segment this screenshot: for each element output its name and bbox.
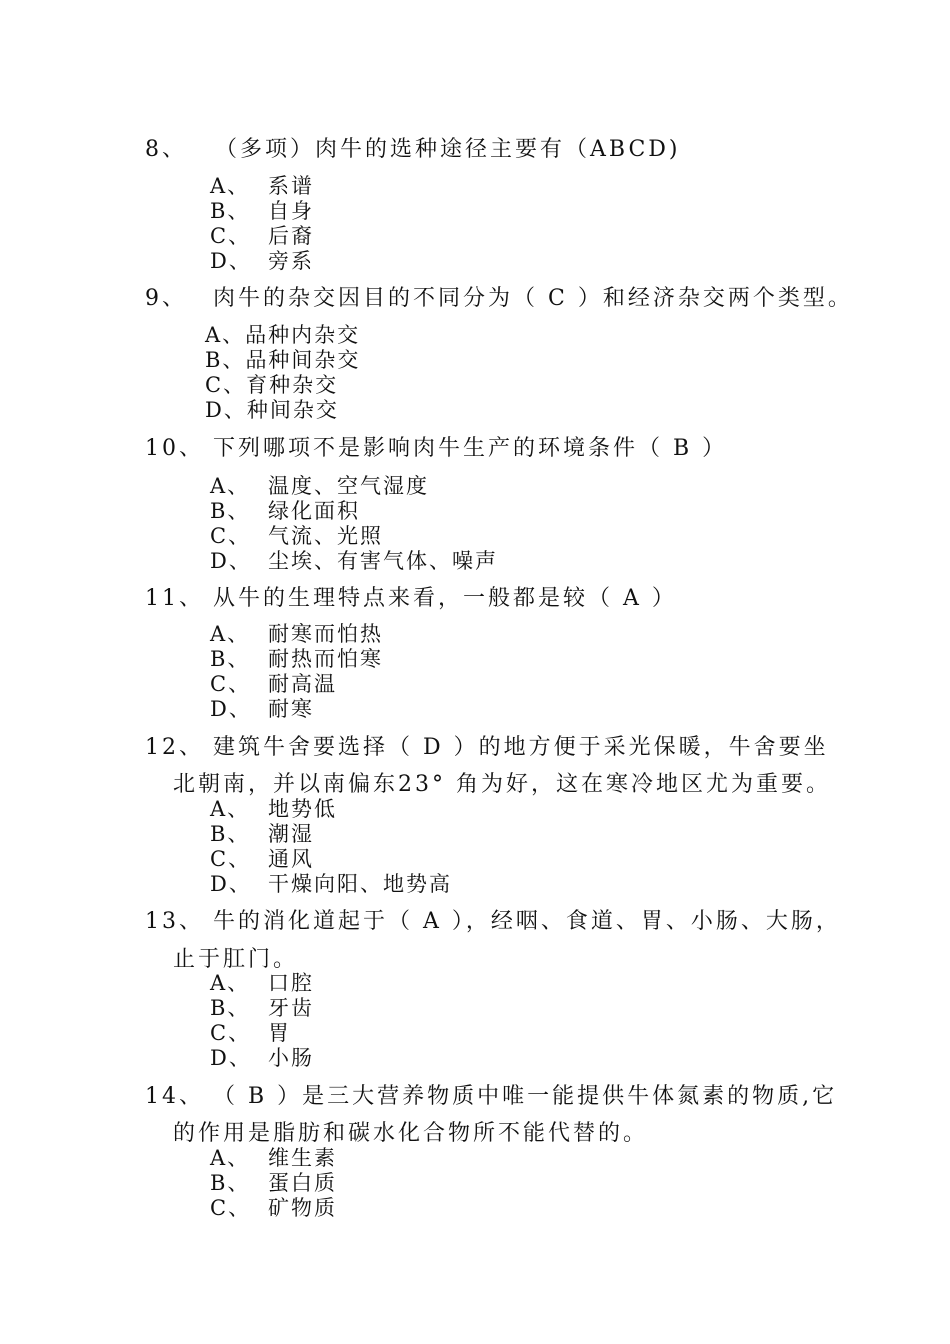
question-11 (145, 585, 677, 613)
option-a: A、 口腔 (210, 971, 314, 995)
option-b: B、品种间杂交 (205, 348, 361, 372)
question-text: （ B ）是三大营养物质中唯一能提供牛体氮素的物质,它 (213, 1084, 838, 1109)
option-c: C、 通风 (210, 847, 314, 871)
question-text: 牛的消化道起于（ A ），经咽、食道、胃、小肠、大肠， (213, 909, 841, 934)
option-a: A、 耐寒而怕热 (210, 622, 383, 646)
option-a: A、 系谱 (210, 174, 314, 198)
question-12 (145, 734, 829, 762)
option-d: D、 干燥向阳、地势高 (210, 872, 452, 896)
question-text: 下列哪项不是影响肉牛生产的环境条件（ B ） (213, 436, 728, 461)
question-number: 9、 (145, 286, 187, 311)
option-d: D、 尘埃、有害气体、噪声 (210, 549, 498, 573)
option-c: C、 矿物质 (210, 1196, 337, 1220)
question-10 (145, 435, 727, 463)
option-c: C、 气流、光照 (210, 524, 383, 548)
question-number: 13、 (145, 909, 204, 934)
option-d: D、 旁系 (210, 249, 314, 273)
option-a: A、 温度、空气湿度 (210, 474, 429, 498)
question-number: 10、 (145, 436, 204, 461)
option-b: B、 耐热而怕寒 (210, 647, 383, 671)
option-c: C、 后裔 (210, 224, 314, 248)
option-b: B、 自身 (210, 199, 314, 223)
question-number: 11、 (145, 586, 204, 611)
question-text: 从牛的生理特点来看，一般都是较（ A ） (213, 586, 677, 611)
option-c: C、育种杂交 (205, 373, 339, 397)
question-9 (145, 285, 853, 313)
question-number: 12、 (145, 735, 204, 760)
question-number: 14、 (145, 1084, 204, 1109)
question-text: 肉牛的杂交因目的不同分为（ C ）和经济杂交两个类型。 (213, 286, 853, 311)
option-b: B、 潮湿 (210, 822, 314, 846)
question-text: （多项）肉牛的选种途径主要有（ABCD) (215, 137, 681, 162)
option-c: C、 胃 (210, 1021, 291, 1045)
option-a: A、品种内杂交 (205, 323, 361, 347)
option-a: A、 地势低 (210, 797, 337, 821)
option-b: B、 牙齿 (210, 996, 314, 1020)
question-8 (145, 136, 681, 164)
option-a: A、 维生素 (210, 1146, 337, 1170)
option-c: C、 耐高温 (210, 672, 337, 696)
question-12-continuation: 北朝南，并以南偏东23° 角为好，这在寒冷地区尤为重要。 (173, 772, 831, 797)
question-13 (145, 908, 841, 936)
option-b: B、 蛋白质 (210, 1171, 337, 1195)
question-13-continuation: 止于肛门。 (173, 947, 299, 972)
question-number: 8、 (145, 137, 187, 162)
question-14 (145, 1083, 837, 1111)
option-d: D、 小肠 (210, 1046, 314, 1070)
question-14-continuation: 的作用是脂肪和碳水化合物所不能代替的。 (173, 1121, 649, 1146)
option-d: D、 耐寒 (210, 697, 314, 721)
option-d: D、种间杂交 (205, 398, 339, 422)
question-text: 建筑牛舍要选择（ D ）的地方便于采光保暖，牛舍要坐 (213, 735, 829, 760)
option-b: B、 绿化面积 (210, 499, 360, 523)
